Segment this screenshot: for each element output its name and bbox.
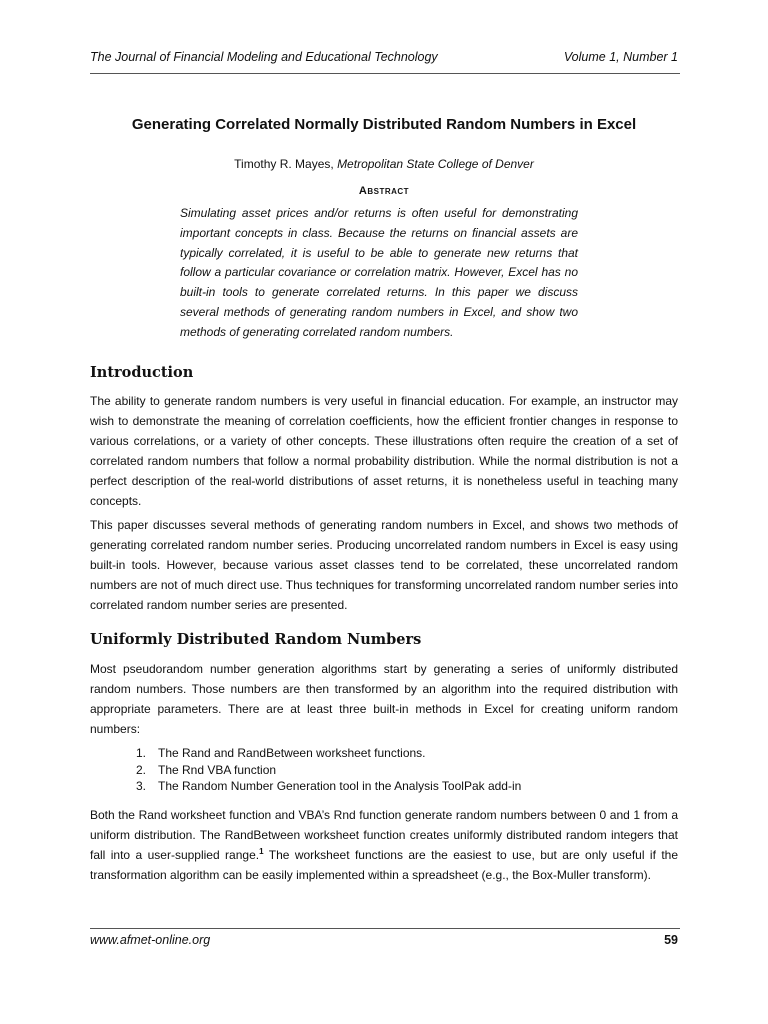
paragraph-text: The worksheet functions are the easiest to use, but are only useful if the transformation algorithm can be easily implemented within a spreadsheet (e.g., the Box-Muller transform).	[90, 847, 679, 882]
list-number: 1.	[136, 746, 147, 760]
paper-title: Generating Correlated Normally Distributed Random Numbers in Excel	[131, 116, 637, 133]
running-header	[90, 50, 678, 70]
list-item	[136, 745, 521, 762]
list-item	[136, 762, 521, 779]
list-text: The Rand and RandBetween worksheet functions.	[158, 746, 426, 760]
journal-name: The Journal of Financial Modeling and Educational Technology	[90, 50, 438, 64]
methods-list	[136, 745, 521, 795]
volume-number: Volume 1, Number 1	[563, 50, 678, 64]
header-divider	[90, 73, 680, 74]
intro-paragraph-2: This paper discusses several methods of generating random numbers in Excel, and shows two methods of generating correlated random number series. Producing uncorrelated random numbers in Excel is easy using built-in tools. However, because various asset classes tend to be correlated, these uncorrelated random numbers are not of much direct use. Thus techniques for transforming uncorrelated random number series into correlated random number series are presented.	[90, 518, 678, 612]
list-text: The Random Number Generation tool in the Analysis ToolPak add-in	[158, 779, 522, 793]
uniform-paragraph-2	[90, 806, 678, 886]
website-url[interactable]: www.afmet-online.org	[90, 933, 211, 947]
author-name: Timothy R. Mayes,	[234, 157, 334, 171]
section-heading-introduction: Introduction	[90, 364, 194, 381]
footer-divider	[90, 928, 680, 929]
list-number: 3.	[136, 779, 147, 793]
uniform-paragraph-1: Most pseudorandom number generation algorithms start by generating a series of uniformly distributed random numbers. Those numbers are then transformed by an algorithm into the required distribution with appropriate parameters. There are at least three built-in methods in Excel for creating uniform random numbers:	[90, 662, 678, 736]
author-affiliation: Metropolitan State College of Denver	[337, 157, 534, 171]
intro-paragraph-1: The ability to generate random numbers is very useful in financial education. For example, an instructor may wish to demonstrate the meaning of correlation coefficients, how the efficient frontier changes in response to various correlations, or a variety of other concepts. These illustrations often require the creation of a set of correlated random numbers that follow a normal probability distribution. While the normal distribution is not a perfect description of the real-world distributions of asset returns, it is nonetheless useful in teaching many concepts.	[90, 394, 678, 508]
section-heading-uniform: Uniformly Distributed Random Numbers	[90, 631, 422, 648]
abstract-text: Simulating asset prices and/or returns is often useful for demonstrating important concepts in class. Because the returns on financial assets are typically correlated, it is useful to be able to generate new returns that follow a particular covariance or correlation matrix. However, Excel has no built-in tools to generate correlated returns. In this paper we discuss several methods of generating random numbers in Excel, and show two methods of generating correlated random numbers.	[180, 206, 578, 339]
page-number: 59	[664, 933, 678, 947]
abstract-heading: Abstract	[358, 185, 410, 197]
list-item	[136, 778, 521, 795]
list-text: The Rnd VBA function	[158, 762, 277, 777]
footnote-marker[interactable]: 1	[259, 846, 264, 856]
paragraph-text: Both the Rand worksheet function and VBA’s Rnd function generate random numbers between 0 and 1 from a uniform distribution. The RandBetween worksheet function creates uniformly distributed random integers that fall into a user-supplied range.	[90, 808, 678, 862]
author-line	[90, 157, 678, 171]
list-number: 2.	[136, 762, 147, 777]
